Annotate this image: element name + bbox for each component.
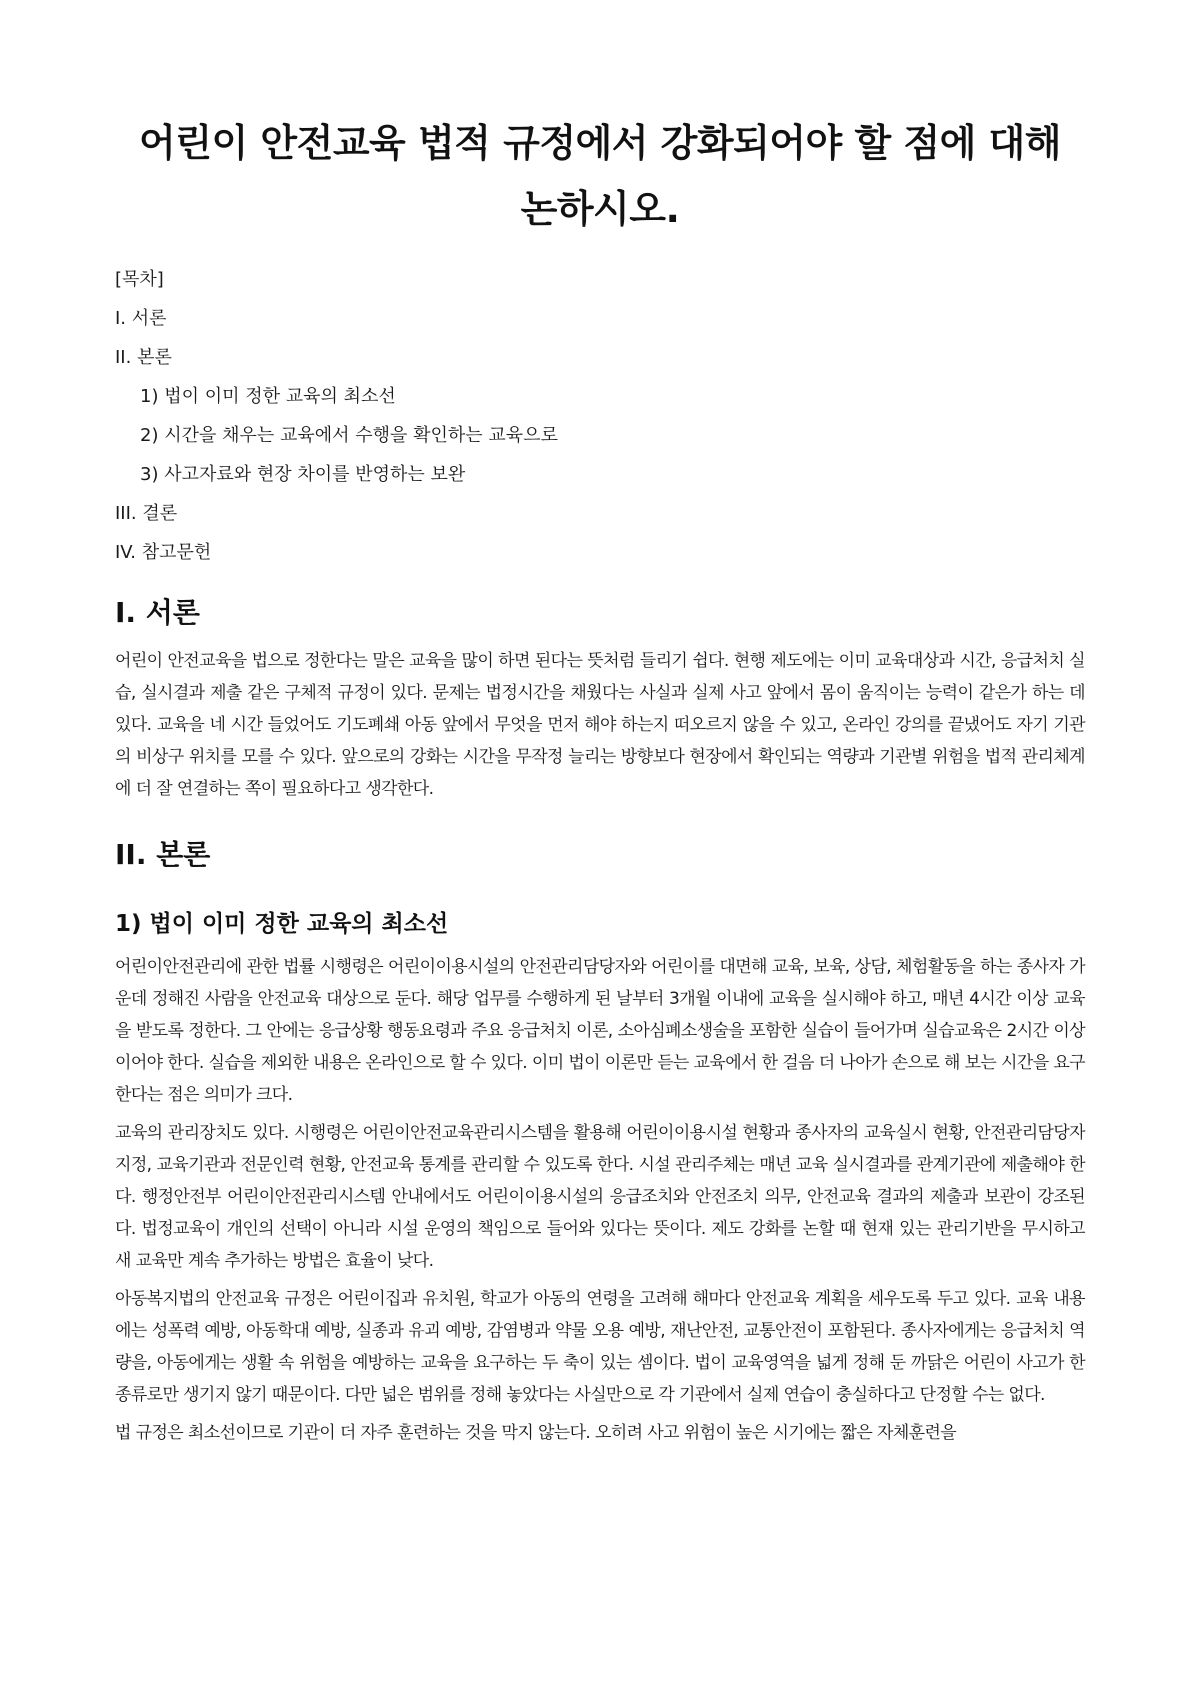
toc-item-body-2: 2) 시간을 채우는 교육에서 수행을 확인하는 교육으로 bbox=[140, 425, 558, 446]
body-paragraph: 아동복지법의 안전교육 규정은 어린이집과 유치원, 학교가 아동의 연령을 고려해 해마다 안전교육 계획을 세우도록 두고 있다. 교육 내용에는 성폭력 예방, 아동학대 예방, 실종과 유괴 예방, 감염병과 약물 오용 예방, 재난안전, 교통안전이 포함된다. 종사자에게는 응급처치 역량을, 아동에게는 생활 속 위험을 예방하는 교육을 요구하는 두 축이 있는 셈이다. 법이 교육영역을 넓게 정해 둔 까닭은 어린이 사고가 한 종류로만 생기지 않기 때문이다. 다만 넓은 범위를 정해 놓았다는 사실만으로 각 기관에서 실제 연습이 충실하다고 단정할 수는 없다. bbox=[115, 1289, 1085, 1405]
toc-item-conclusion: III. 결론 bbox=[115, 503, 178, 524]
body-paragraph: 교육의 관리장치도 있다. 시행령은 어린이안전교육관리시스템을 활용해 어린이이용시설 현황과 종사자의 교육실시 현황, 안전관리담당자 지정, 교육기관과 전문인력 현황, 안전교육 통계를 관리할 수 있도록 한다. 시설 관리주체는 매년 교육 실시결과를 관계기관에 제출해야 한다. 행정안전부 어린이안전관리시스템 안내에서도 어린이이용시설의 응급조치와 안전조치 의무, 안전교육 결과의 제출과 보관이 강조된다. 법정교육이 개인의 선택이 아니라 시설 운영의 책임으로 들어와 있다는 뜻이다. 제도 강화를 논할 때 현재 있는 관리기반을 무시하고 새 교육만 계속 추가하는 방법은 효율이 낮다. bbox=[115, 1123, 1085, 1271]
document-title: 어린이 안전교육 법적 규정에서 강화되어야 할 점에 대해 논하시오. bbox=[139, 121, 1061, 231]
subsection-heading-1: 1) 법이 이미 정한 교육의 최소선 bbox=[115, 911, 449, 937]
toc-item-body: II. 본론 bbox=[115, 347, 172, 368]
introduction-paragraph: 어린이 안전교육을 법으로 정한다는 말은 교육을 많이 하면 된다는 뜻처럼 들리기 쉽다. 현행 제도에는 이미 교육대상과 시간, 응급처치 실습, 실시결과 제출 같은 구체적 규정이 있다. 문제는 법정시간을 채웠다는 사실과 실제 사고 앞에서 몸이 움직이는 능력이 같은가 하는 데 있다. 교육을 네 시간 들었어도 기도폐쇄 아동 앞에서 무엇을 먼저 해야 하는지 떠오르지 않을 수 있고, 온라인 강의를 끝냈어도 자기 기관의 비상구 위치를 모를 수 있다. 앞으로의 강화는 시간을 무작정 늘리는 방향보다 현장에서 확인되는 역량과 기관별 위험을 법적 관리체계에 더 잘 연결하는 쪽이 필요하다고 생각한다. bbox=[115, 651, 1085, 799]
toc-item-body-3: 3) 사고자료와 현장 차이를 반영하는 보완 bbox=[140, 464, 466, 485]
table-of-contents bbox=[115, 268, 1085, 565]
section-heading-body: II. 본론 bbox=[115, 838, 211, 871]
toc-item-body-1: 1) 법이 이미 정한 교육의 최소선 bbox=[140, 386, 396, 407]
toc-label: [목차] bbox=[115, 269, 164, 290]
body-paragraph: 법 규정은 최소선이므로 기관이 더 자주 훈련하는 것을 막지 않는다. 오히려 사고 위험이 높은 시기에는 짧은 자체훈련을 bbox=[115, 1423, 957, 1443]
toc-item-introduction: I. 서론 bbox=[115, 308, 167, 329]
toc-item-references: IV. 참고문헌 bbox=[115, 542, 212, 563]
body-paragraph: 어린이안전관리에 관한 법률 시행령은 어린이이용시설의 안전관리담당자와 어린이를 대면해 교육, 보육, 상담, 체험활동을 하는 종사자 가운데 정해진 사람을 안전교육 대상으로 둔다. 해당 업무를 수행하게 된 날부터 3개월 이내에 교육을 실시해야 하고, 매년 4시간 이상 교육을 받도록 정한다. 그 안에는 응급상황 행동요령과 주요 응급처치 이론, 소아심폐소생술을 포함한 실습이 들어가며 실습교육은 2시간 이상이어야 한다. 실습을 제외한 내용은 온라인으로 할 수 있다. 이미 법이 이론만 듣는 교육에서 한 걸음 더 나아가 손으로 해 보는 시간을 요구한다는 점은 의미가 크다. bbox=[115, 957, 1085, 1105]
section-heading-introduction: I. 서론 bbox=[115, 596, 200, 629]
